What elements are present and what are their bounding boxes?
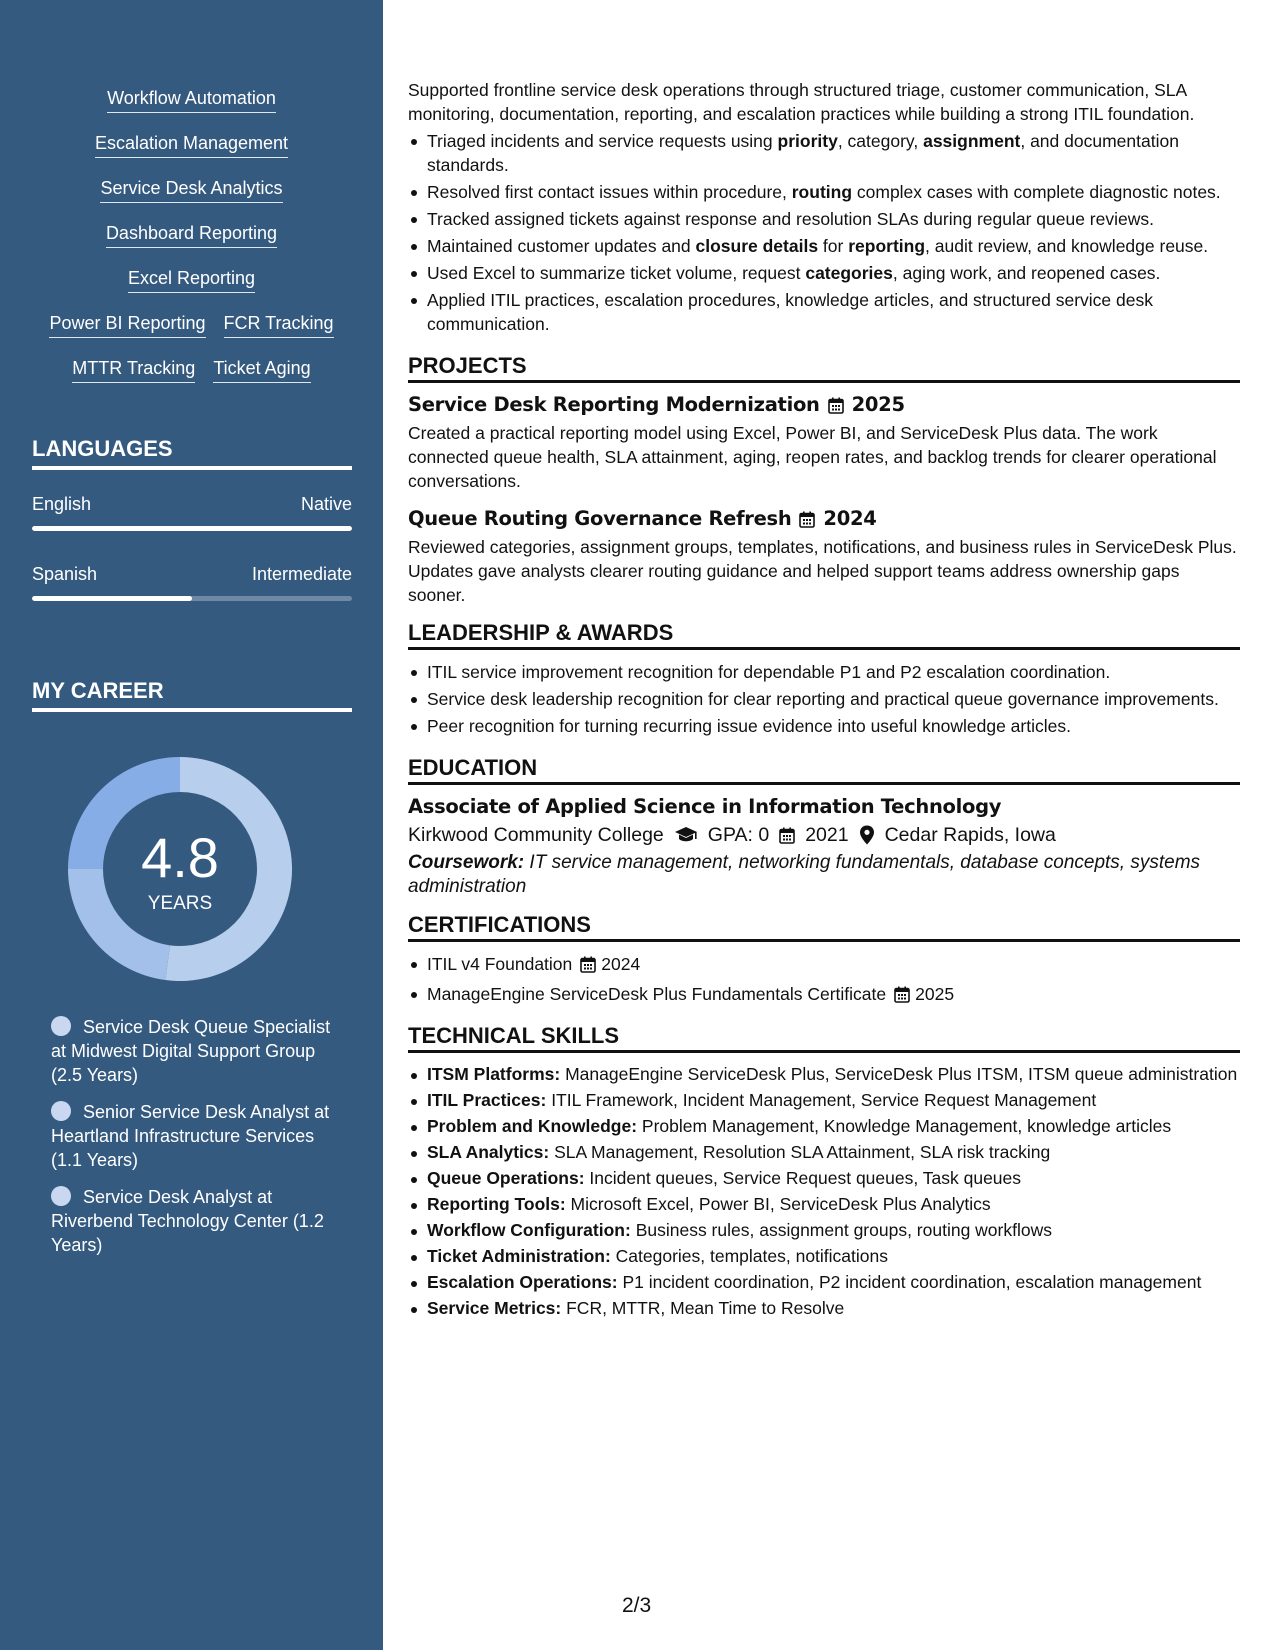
career-dot-icon (51, 1101, 71, 1121)
project-title (408, 507, 1240, 531)
skill-values: FCR, MTTR, Mean Time to Resolve (561, 1298, 845, 1318)
skill-row (0, 268, 383, 293)
project-name: Service Desk Reporting Modernization (408, 393, 820, 416)
project-description: Created a practical reporting model using Excel, Power BI, and ServiceDesk Plus data. The work connected queue health, SLA attainment, aging, reopen rates, and backlog trends for clearer operational conversations. (408, 423, 1217, 491)
bullet-text: , and documentation standards. (427, 131, 1179, 175)
award-item: Peer recognition for turning recurring issue evidence into useful knowledge articles. (427, 714, 1240, 738)
bullet-keyword: priority (777, 131, 838, 151)
skill-row (0, 178, 383, 203)
language-name: English (32, 494, 92, 514)
bullet-text: , audit review, and knowledge reuse. (925, 236, 1209, 256)
skill-tag: Service Desk Analytics (100, 178, 282, 203)
experience-bullet (427, 234, 1240, 258)
career-item-text: Senior Service Desk Analyst at Heartland Infrastructure Services (1.1 Years) (51, 1102, 330, 1170)
career-dot-icon (51, 1016, 71, 1036)
skill-category: ITIL Practices: (427, 1090, 547, 1110)
certification-name: ManageEngine ServiceDesk Plus Fundamentals Certificate (427, 984, 887, 1004)
experience-bullet (427, 180, 1240, 204)
skill-values: SLA Management, Resolution SLA Attainment, SLA risk tracking (549, 1142, 1051, 1162)
certifications-heading: CERTIFICATIONS (408, 913, 1240, 942)
technical-skill-item (427, 1167, 1240, 1190)
calendar-icon (799, 511, 815, 528)
skill-tag: Workflow Automation (107, 88, 276, 113)
bullet-text: , category, (837, 131, 924, 151)
skill-values: Categories, templates, notifications (610, 1246, 889, 1266)
language-level: Intermediate (251, 564, 352, 584)
bullet-text: Resolved first contact issues within procedure, (427, 182, 792, 202)
project-description: Reviewed categories, assignment groups, templates, notifications, and business rules in ServiceDesk Plus. Updates gave analysts clearer routing guidance and helped support teams address ownership gaps sooner. (408, 537, 1237, 605)
skill-values: Problem Management, Knowledge Management, knowledge articles (637, 1116, 1172, 1136)
bullet-text: Applied ITIL practices, escalation procedures, knowledge articles, and structured service desk communication. (427, 290, 1153, 334)
projects-heading: PROJECTS (408, 354, 1240, 383)
technical-skill-item (427, 1141, 1240, 1164)
bullet-text: complex cases with complete diagnostic notes. (852, 182, 1221, 202)
bullet-text: Triaged incidents and service requests using (427, 131, 778, 151)
education-coursework (408, 851, 1240, 899)
skill-tag: Escalation Management (95, 133, 288, 158)
technical-skill-item (427, 1089, 1240, 1112)
language-bar-fill (32, 526, 352, 531)
skill-tag: MTTR Tracking (72, 358, 195, 383)
graduation-cap-icon (674, 826, 698, 844)
career-item-text: Service Desk Queue Specialist at Midwest Digital Support Group (2.5 Years) (51, 1017, 331, 1085)
calendar-icon (828, 397, 844, 414)
skill-tag: Excel Reporting (128, 268, 255, 293)
language-row-spanish (32, 564, 352, 585)
education-meta (408, 823, 1240, 847)
skill-values: Business rules, assignment groups, routing workflows (630, 1220, 1052, 1240)
technical-skill-item (427, 1193, 1240, 1216)
experience-bullet (427, 207, 1240, 231)
language-bar-english (32, 526, 352, 531)
bullet-keyword: assignment (923, 131, 1021, 151)
experience-bullets (408, 129, 1240, 336)
education-gpa: GPA: 0 (707, 824, 770, 846)
technical-skills-heading: TECHNICAL SKILLS (408, 1024, 1240, 1053)
bullet-text: , aging work, and reopened cases. (892, 263, 1161, 283)
education-school: Kirkwood Community College (408, 824, 664, 846)
bullet-text: Maintained customer updates and (427, 236, 696, 256)
technical-skill-item (427, 1115, 1240, 1138)
certification-year: 2025 (915, 984, 955, 1004)
career-item (51, 1015, 331, 1087)
career-total: 4.8 (141, 826, 219, 889)
technical-skill-item (427, 1245, 1240, 1268)
skill-tag: Dashboard Reporting (106, 223, 277, 248)
language-bar-spanish (32, 596, 352, 601)
project-year: 2025 (851, 393, 905, 416)
location-pin-icon (859, 825, 875, 845)
main-content (408, 78, 1240, 1323)
skill-category: Ticket Administration: (427, 1246, 611, 1266)
certifications-list (408, 952, 1240, 1006)
education-heading: EDUCATION (408, 756, 1240, 785)
skill-category: ITSM Platforms: (427, 1064, 561, 1084)
projects-list (408, 393, 1240, 607)
career-dot-icon (51, 1186, 71, 1206)
technical-skill-item (427, 1219, 1240, 1242)
bullet-keyword: closure details (695, 236, 819, 256)
skill-tag: FCR Tracking (224, 313, 334, 338)
certification-year: 2024 (601, 954, 641, 974)
coursework-label: Coursework: (408, 852, 525, 873)
career-item (51, 1100, 331, 1172)
career-list (51, 1015, 331, 1270)
bullet-keyword: reporting (848, 236, 926, 256)
bullet-keyword: categories (805, 263, 893, 283)
certification-item (427, 982, 1240, 1006)
career-item (51, 1185, 331, 1257)
experience-bullet (427, 261, 1240, 285)
skill-category: Queue Operations: (427, 1168, 585, 1188)
sidebar (0, 0, 383, 1650)
skill-category: Problem and Knowledge: (427, 1116, 638, 1136)
award-item: ITIL service improvement recognition for dependable P1 and P2 escalation coordination. (427, 660, 1240, 684)
education-degree: Associate of Applied Science in Information Technology (408, 795, 1002, 818)
bullet-keyword: routing (791, 182, 853, 202)
education-year: 2021 (805, 824, 849, 846)
skill-tag: Ticket Aging (213, 358, 310, 383)
project-year: 2024 (823, 507, 877, 530)
skill-row (0, 88, 383, 113)
calendar-icon (894, 986, 910, 1003)
bullet-text: for (818, 236, 849, 256)
skill-category: Service Metrics: (427, 1298, 562, 1318)
skill-category: Workflow Configuration: (427, 1220, 631, 1240)
education-location: Cedar Rapids, Iowa (884, 824, 1056, 846)
calendar-icon (779, 827, 795, 844)
career-item-text: Service Desk Analyst at Riverbend Technology Center (1.2 Years) (51, 1187, 324, 1255)
languages-heading: LANGUAGES (32, 436, 352, 470)
technical-skills-list (408, 1063, 1240, 1320)
language-row-english (32, 494, 352, 515)
skill-values: P1 incident coordination, P2 incident coordination, escalation management (617, 1272, 1202, 1292)
calendar-icon (580, 956, 596, 973)
certification-name: ITIL v4 Foundation (427, 954, 573, 974)
skill-row (0, 223, 383, 248)
technical-skill-item (427, 1063, 1240, 1086)
experience-bullet (427, 288, 1240, 336)
experience-summary: Supported frontline service desk operations through structured triage, customer communication, SLA monitoring, documentation, reporting, and escalation practices while building a strong ITIL foundation. (408, 80, 1195, 124)
bullet-text: Used Excel to summarize ticket volume, request (427, 263, 806, 283)
skill-values: Microsoft Excel, Power BI, ServiceDesk Plus Analytics (565, 1194, 991, 1214)
certification-item (427, 952, 1240, 976)
career-donut-chart (67, 756, 293, 982)
project-title (408, 393, 1240, 417)
skill-row (0, 358, 383, 383)
skill-row (0, 133, 383, 158)
bullet-text: Tracked assigned tickets against response and resolution SLAs during regular queue reviews. (427, 209, 1154, 229)
skill-row (0, 313, 383, 338)
language-level: Native (300, 494, 352, 514)
skill-values: ITIL Framework, Incident Management, Service Request Management (546, 1090, 1097, 1110)
skill-tag: Power BI Reporting (49, 313, 205, 338)
career-unit: YEARS (147, 893, 213, 914)
award-item: Service desk leadership recognition for clear reporting and practical queue governance improvements. (427, 687, 1240, 711)
coursework-text: IT service management, networking fundamentals, database concepts, systems administration (408, 852, 1201, 897)
awards-list (408, 660, 1240, 738)
technical-skill-item (427, 1271, 1240, 1294)
project-name: Queue Routing Governance Refresh (408, 507, 792, 530)
technical-skill-item (427, 1297, 1240, 1320)
skill-values: Incident queues, Service Request queues, Task queues (584, 1168, 1022, 1188)
career-heading: MY CAREER (32, 678, 352, 712)
skill-values: ManageEngine ServiceDesk Plus, ServiceDesk Plus ITSM, ITSM queue administration (560, 1064, 1238, 1084)
language-name: Spanish (32, 564, 98, 584)
skill-category: Escalation Operations: (427, 1272, 618, 1292)
experience-bullet (427, 129, 1240, 177)
skill-category: SLA Analytics: (427, 1142, 550, 1162)
awards-heading: LEADERSHIP & AWARDS (408, 621, 1240, 650)
skill-category: Reporting Tools: (427, 1194, 566, 1214)
language-bar-fill (32, 596, 192, 601)
page-number: 2/3 (622, 1594, 652, 1617)
